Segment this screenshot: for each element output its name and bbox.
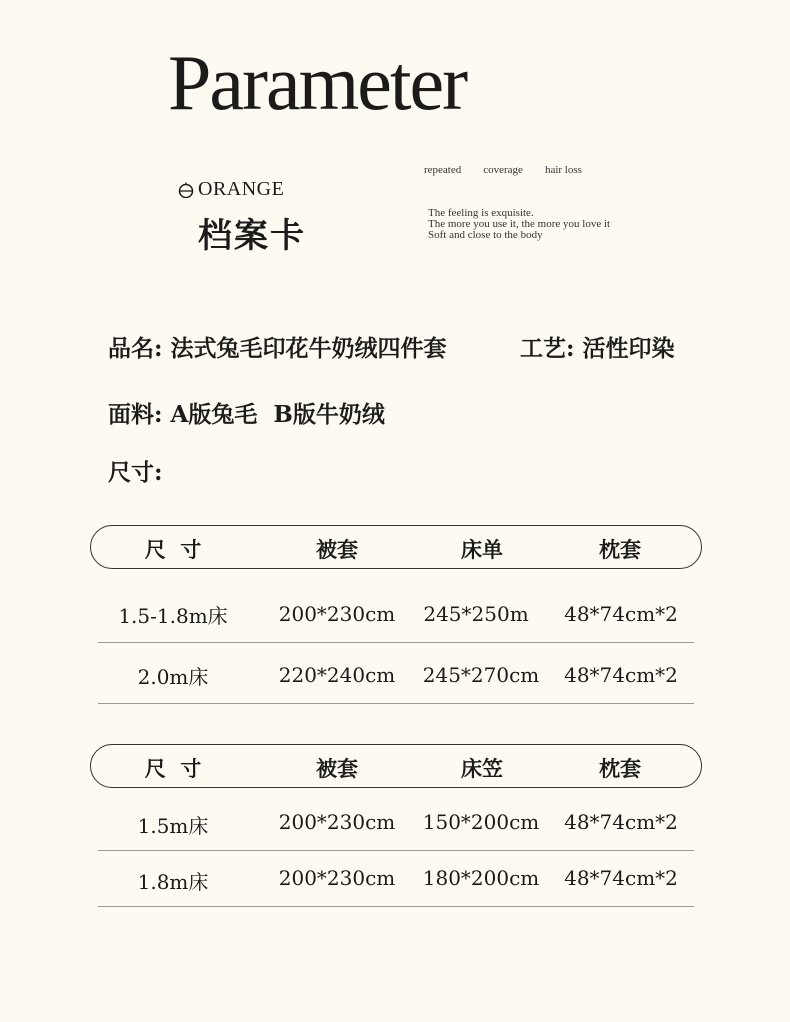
table-cell: 180*200cm xyxy=(422,866,540,890)
table-cell: 220*240cm xyxy=(278,663,396,687)
craft-row xyxy=(520,330,675,363)
row-divider xyxy=(98,850,694,851)
table-cell: 245*250m xyxy=(423,602,529,626)
tag: repeated xyxy=(424,164,462,176)
craft-value: 活性印染 xyxy=(582,335,675,362)
brand-name: ORANGE xyxy=(198,178,285,200)
product-label: 品名: xyxy=(108,335,163,362)
product-value: 法式兔毛印花牛奶绒四件套 xyxy=(170,335,447,362)
table1-header-sheet: 床单 xyxy=(461,537,503,562)
tag-list xyxy=(424,164,582,176)
table-cell: 2.0m床 xyxy=(137,665,209,689)
table-cell: 48*74cm*2 xyxy=(564,810,678,834)
table2-header-pillow: 枕套 xyxy=(599,756,641,781)
description xyxy=(428,208,610,241)
fabric-row xyxy=(108,396,385,429)
table-cell: 48*74cm*2 xyxy=(564,663,678,687)
description-line: The more you use it, the more you love it xyxy=(428,218,611,230)
table-cell: 245*270cm xyxy=(422,663,540,687)
page-title: Parameter xyxy=(168,39,467,126)
fabric-value: A版兔毛 B版牛奶绒 xyxy=(170,401,385,428)
brand-logo xyxy=(178,178,284,201)
table-cell: 1.5m床 xyxy=(137,814,209,838)
table-cell: 200*230cm xyxy=(278,810,396,834)
tag: hair loss xyxy=(544,164,582,176)
row-divider xyxy=(98,906,694,907)
table-cell: 1.5-1.8m床 xyxy=(118,604,228,628)
table-cell: 48*74cm*2 xyxy=(564,602,678,626)
fabric-label: 面料: xyxy=(108,401,163,428)
table-cell: 150*200cm xyxy=(422,810,540,834)
table-cell: 48*74cm*2 xyxy=(564,866,678,890)
table2-header-duvet: 被套 xyxy=(316,756,358,781)
table2-header-size: 尺 寸 xyxy=(144,756,202,781)
product-name-row xyxy=(108,330,447,363)
table1-header-size: 尺 寸 xyxy=(144,537,202,562)
card-label: 档案卡 xyxy=(198,216,306,256)
description-line: Soft and close to the body xyxy=(428,229,543,241)
craft-label: 工艺: xyxy=(520,335,575,362)
description-line: The feeling is exquisite. xyxy=(428,207,534,219)
table-cell: 200*230cm xyxy=(278,602,396,626)
row-divider xyxy=(98,642,694,643)
size-label: 尺寸: xyxy=(108,459,163,486)
table-cell: 1.8m床 xyxy=(137,870,209,894)
row-divider xyxy=(98,703,694,704)
table2-header-fitted-sheet: 床笠 xyxy=(461,756,503,781)
orange-logo-icon xyxy=(178,182,194,198)
table1-header-duvet: 被套 xyxy=(316,537,358,562)
table-cell: 200*230cm xyxy=(278,866,396,890)
table1-header-pillow: 枕套 xyxy=(599,537,641,562)
tag: coverage xyxy=(483,164,523,176)
